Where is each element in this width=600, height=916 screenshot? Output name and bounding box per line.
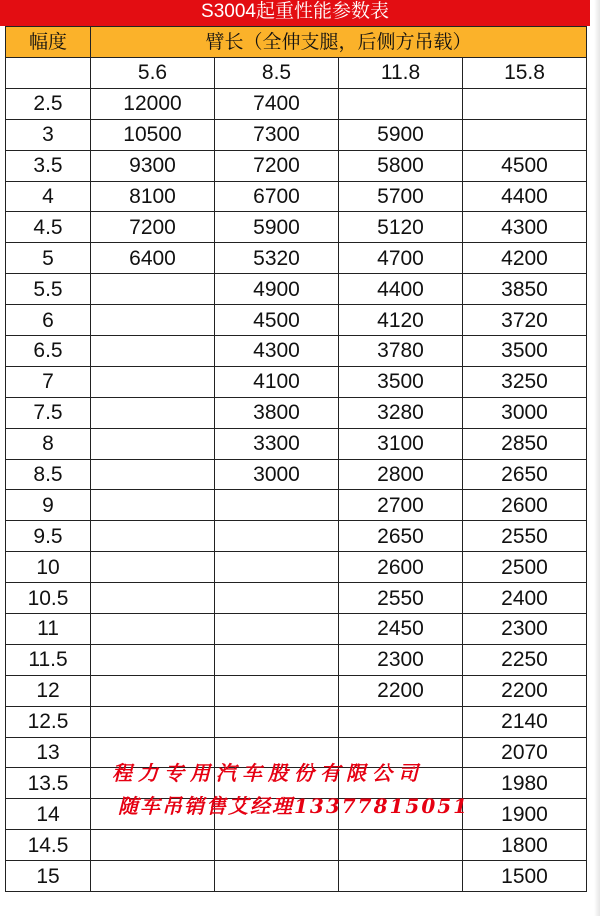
capacity-cell bbox=[339, 706, 463, 737]
capacity-cell bbox=[91, 397, 215, 428]
capacity-cell: 5320 bbox=[215, 243, 339, 274]
boom-length-cell: 8.5 bbox=[215, 58, 339, 89]
capacity-cell bbox=[339, 88, 463, 119]
table-row bbox=[6, 706, 587, 737]
capacity-cell: 3800 bbox=[215, 397, 339, 428]
capacity-cell bbox=[215, 644, 339, 675]
capacity-cell: 2850 bbox=[463, 428, 587, 459]
capacity-cell: 2800 bbox=[339, 459, 463, 490]
capacity-cell: 3280 bbox=[339, 397, 463, 428]
radius-cell: 14.5 bbox=[6, 830, 91, 861]
capacity-cell bbox=[91, 459, 215, 490]
radius-cell: 5 bbox=[6, 243, 91, 274]
capacity-cell bbox=[215, 706, 339, 737]
radius-cell: 3.5 bbox=[6, 150, 91, 181]
capacity-cell bbox=[463, 88, 587, 119]
radius-cell: 7.5 bbox=[6, 397, 91, 428]
capacity-cell: 3780 bbox=[339, 336, 463, 367]
boom-length-cell: 5.6 bbox=[91, 58, 215, 89]
table-row bbox=[6, 830, 587, 861]
capacity-cell: 4100 bbox=[215, 366, 339, 397]
capacity-cell bbox=[91, 305, 215, 336]
capacity-cell: 4200 bbox=[463, 243, 587, 274]
radius-cell: 5.5 bbox=[6, 274, 91, 305]
capacity-cell: 8100 bbox=[91, 181, 215, 212]
table-row bbox=[6, 459, 587, 490]
table-row bbox=[6, 675, 587, 706]
capacity-cell bbox=[91, 490, 215, 521]
table-row bbox=[6, 212, 587, 243]
capacity-cell: 1900 bbox=[463, 799, 587, 830]
table-row bbox=[6, 274, 587, 305]
capacity-cell: 1980 bbox=[463, 768, 587, 799]
capacity-cell: 2200 bbox=[463, 675, 587, 706]
radius-cell: 12 bbox=[6, 675, 91, 706]
capacity-cell: 5120 bbox=[339, 212, 463, 243]
radius-cell: 12.5 bbox=[6, 706, 91, 737]
capacity-cell: 10500 bbox=[91, 119, 215, 150]
capacity-cell: 2070 bbox=[463, 737, 587, 768]
capacity-cell bbox=[91, 274, 215, 305]
capacity-cell: 2400 bbox=[463, 583, 587, 614]
capacity-cell bbox=[91, 706, 215, 737]
capacity-cell: 4300 bbox=[463, 212, 587, 243]
radius-cell: 11.5 bbox=[6, 644, 91, 675]
capacity-cell bbox=[91, 552, 215, 583]
radius-cell: 10 bbox=[6, 552, 91, 583]
capacity-cell: 4500 bbox=[215, 305, 339, 336]
capacity-cell bbox=[91, 614, 215, 645]
capacity-cell: 7400 bbox=[215, 88, 339, 119]
table-row bbox=[6, 490, 587, 521]
capacity-cell: 4400 bbox=[339, 274, 463, 305]
capacity-cell bbox=[339, 861, 463, 892]
boom-length-cell: 15.8 bbox=[463, 58, 587, 89]
capacity-cell bbox=[215, 675, 339, 706]
capacity-cell: 3250 bbox=[463, 366, 587, 397]
radius-cell: 2.5 bbox=[6, 88, 91, 119]
capacity-cell: 2250 bbox=[463, 644, 587, 675]
radius-cell: 4.5 bbox=[6, 212, 91, 243]
watermark-company: 程力专用汽车股份有限公司 bbox=[112, 761, 424, 785]
radius-cell: 6.5 bbox=[6, 336, 91, 367]
radius-cell: 9.5 bbox=[6, 521, 91, 552]
capacity-cell bbox=[215, 614, 339, 645]
capacity-cell: 4120 bbox=[339, 305, 463, 336]
capacity-cell: 9300 bbox=[91, 150, 215, 181]
capacity-cell: 7200 bbox=[215, 150, 339, 181]
table-row bbox=[6, 150, 587, 181]
capacity-cell: 12000 bbox=[91, 88, 215, 119]
capacity-cell: 3500 bbox=[463, 336, 587, 367]
capacity-cell bbox=[215, 583, 339, 614]
capacity-cell bbox=[215, 552, 339, 583]
capacity-cell bbox=[91, 644, 215, 675]
capacity-cell: 5900 bbox=[339, 119, 463, 150]
capacity-cell: 4500 bbox=[463, 150, 587, 181]
capacity-cell: 2600 bbox=[339, 552, 463, 583]
table-row bbox=[6, 614, 587, 645]
radius-header: 幅度 bbox=[6, 27, 91, 58]
radius-cell: 13 bbox=[6, 737, 91, 768]
capacity-cell: 1800 bbox=[463, 830, 587, 861]
capacity-cell: 3300 bbox=[215, 428, 339, 459]
boom-length-cell: 11.8 bbox=[339, 58, 463, 89]
radius-cell: 9 bbox=[6, 490, 91, 521]
table-row bbox=[6, 119, 587, 150]
capacity-cell: 2600 bbox=[463, 490, 587, 521]
capacity-cell: 2550 bbox=[463, 521, 587, 552]
table-row bbox=[6, 397, 587, 428]
capacity-cell: 2140 bbox=[463, 706, 587, 737]
page-edge-shadow bbox=[594, 0, 600, 916]
capacity-cell: 5900 bbox=[215, 212, 339, 243]
capacity-cell: 2650 bbox=[463, 459, 587, 490]
boom-length-row bbox=[6, 58, 587, 89]
table-row bbox=[6, 861, 587, 892]
capacity-cell bbox=[91, 830, 215, 861]
capacity-cell bbox=[215, 490, 339, 521]
boom-length-header: 臂长（全伸支腿，后侧方吊载） bbox=[91, 27, 587, 58]
capacity-cell: 6400 bbox=[91, 243, 215, 274]
radius-cell: 14 bbox=[6, 799, 91, 830]
capacity-cell bbox=[91, 861, 215, 892]
capacity-cell: 3000 bbox=[215, 459, 339, 490]
capacity-cell: 3100 bbox=[339, 428, 463, 459]
capacity-cell: 6700 bbox=[215, 181, 339, 212]
capacity-cell bbox=[463, 119, 587, 150]
radius-cell: 13.5 bbox=[6, 768, 91, 799]
table-row bbox=[6, 428, 587, 459]
capacity-cell: 4700 bbox=[339, 243, 463, 274]
capacity-cell: 7200 bbox=[91, 212, 215, 243]
capacity-cell bbox=[91, 675, 215, 706]
radius-cell: 3 bbox=[6, 119, 91, 150]
capacity-cell: 2300 bbox=[339, 644, 463, 675]
table-row bbox=[6, 336, 587, 367]
radius-cell: 6 bbox=[6, 305, 91, 336]
capacity-cell bbox=[91, 366, 215, 397]
capacity-cell: 3500 bbox=[339, 366, 463, 397]
capacity-cell bbox=[91, 428, 215, 459]
table-row bbox=[6, 88, 587, 119]
table-row bbox=[6, 583, 587, 614]
table-row bbox=[6, 243, 587, 274]
capacity-cell: 2650 bbox=[339, 521, 463, 552]
radius-cell: 8.5 bbox=[6, 459, 91, 490]
capacity-cell: 2500 bbox=[463, 552, 587, 583]
capacity-cell bbox=[339, 830, 463, 861]
radius-cell: 7 bbox=[6, 366, 91, 397]
table-row bbox=[6, 644, 587, 675]
capacity-cell: 3720 bbox=[463, 305, 587, 336]
capacity-cell: 2300 bbox=[463, 614, 587, 645]
table-row bbox=[6, 181, 587, 212]
table-title: S3004起重性能参数表 bbox=[0, 0, 590, 26]
capacity-cell bbox=[91, 336, 215, 367]
watermark-contact: 随车吊销售艾经理13377815051 bbox=[118, 794, 470, 818]
capacity-cell: 7300 bbox=[215, 119, 339, 150]
capacity-cell bbox=[215, 830, 339, 861]
capacity-cell: 4400 bbox=[463, 181, 587, 212]
capacity-cell: 4900 bbox=[215, 274, 339, 305]
header-row bbox=[6, 27, 587, 58]
radius-cell: 4 bbox=[6, 181, 91, 212]
radius-cell: 11 bbox=[6, 614, 91, 645]
table-row bbox=[6, 305, 587, 336]
capacity-cell: 2550 bbox=[339, 583, 463, 614]
radius-cell: 8 bbox=[6, 428, 91, 459]
capacity-cell bbox=[91, 521, 215, 552]
table-row bbox=[6, 366, 587, 397]
capacity-cell: 5700 bbox=[339, 181, 463, 212]
capacity-cell: 4300 bbox=[215, 336, 339, 367]
boom-length-corner bbox=[6, 58, 91, 89]
capacity-cell bbox=[215, 521, 339, 552]
radius-cell: 10.5 bbox=[6, 583, 91, 614]
capacity-cell: 1500 bbox=[463, 861, 587, 892]
radius-cell: 15 bbox=[6, 861, 91, 892]
capacity-cell: 2450 bbox=[339, 614, 463, 645]
capacity-cell: 5800 bbox=[339, 150, 463, 181]
capacity-cell: 3000 bbox=[463, 397, 587, 428]
capacity-cell: 2700 bbox=[339, 490, 463, 521]
capacity-cell bbox=[91, 583, 215, 614]
capacity-cell: 3850 bbox=[463, 274, 587, 305]
capacity-cell: 2200 bbox=[339, 675, 463, 706]
table-row bbox=[6, 552, 587, 583]
capacity-cell bbox=[215, 861, 339, 892]
table-row bbox=[6, 521, 587, 552]
